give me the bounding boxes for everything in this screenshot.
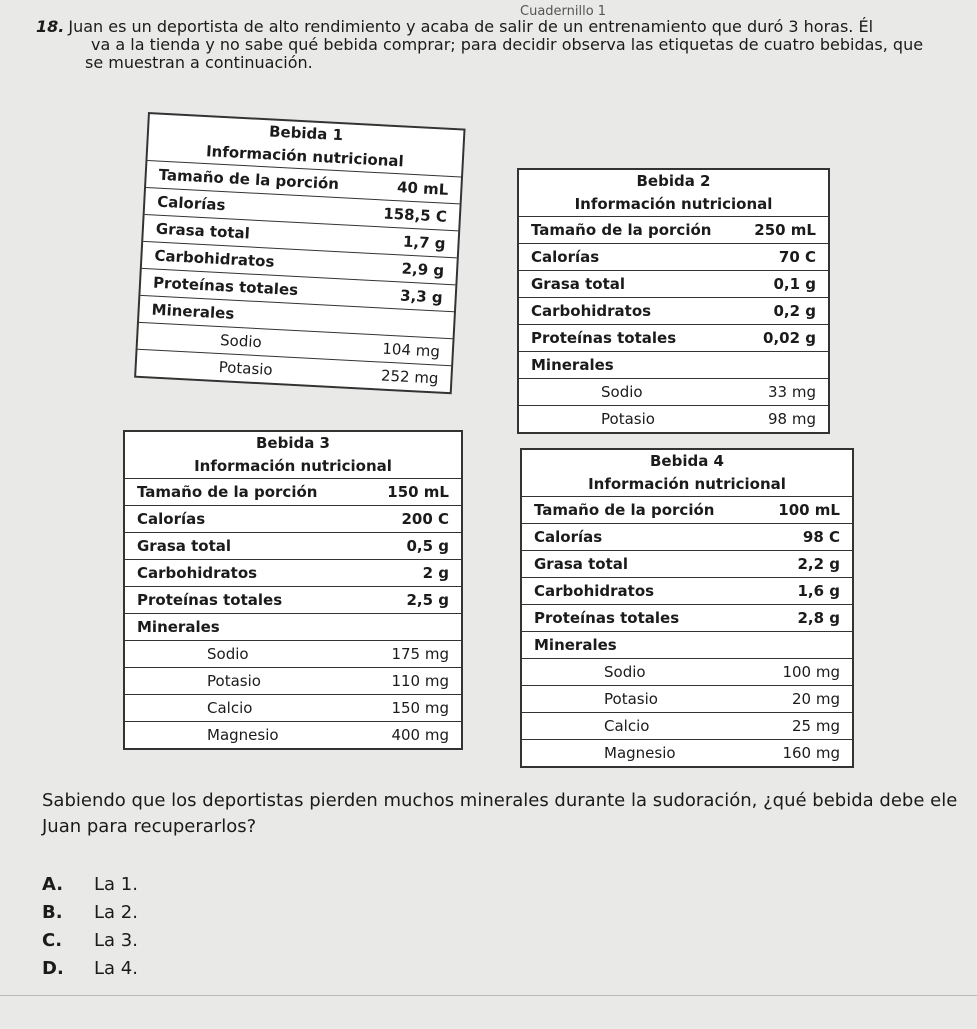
nutrient-value: 2,8 g	[797, 609, 840, 627]
label-subtitle: Información nutricional	[125, 454, 461, 479]
nutrient-row	[125, 479, 461, 506]
nutrient-name: Tamaño de la porción	[137, 483, 318, 501]
option-letter: D.	[42, 957, 64, 979]
nutrient-row	[519, 325, 828, 352]
nutrient-name: Grasa total	[155, 219, 251, 243]
nutrient-name: Calorías	[534, 528, 603, 546]
nutrient-name: Potasio	[604, 690, 658, 708]
question-line-1: Sabiendo que los deportistas pierden muchos minerales durante la sudoración, ¿qué bebida debe ele	[42, 790, 958, 811]
nutrient-row	[519, 379, 828, 406]
nutrient-value: 3,3 g	[399, 286, 444, 307]
nutrient-name: Magnesio	[604, 744, 676, 762]
nutrient-value: 0,5 g	[406, 537, 449, 555]
nutrient-name: Grasa total	[137, 537, 232, 555]
nutrient-name: Carbohidratos	[154, 246, 275, 271]
nutrition-label-bebida-4	[520, 448, 854, 768]
intro-line-2: va a la tienda y no sabe qué bebida comprar; para decidir observa las etiquetas de cuatro bebidas, que	[91, 35, 924, 54]
answer-options	[42, 870, 138, 982]
nutrient-value: 100 mL	[778, 501, 840, 519]
nutrient-value: 98 C	[802, 528, 840, 546]
nutrient-row	[125, 533, 461, 560]
nutrient-name: Proteínas totales	[534, 609, 680, 627]
nutrient-value: 150 mL	[387, 483, 449, 501]
nutrient-name: Minerales	[151, 300, 235, 323]
nutrient-row	[519, 271, 828, 298]
nutrient-name: Proteínas totales	[531, 329, 677, 347]
nutrient-name: Potasio	[601, 410, 655, 428]
nutrient-value: 1,6 g	[797, 582, 840, 600]
nutrient-row	[522, 578, 852, 605]
nutrient-name: Calorías	[137, 510, 206, 528]
nutrient-row	[522, 605, 852, 632]
nutrient-value: 252 mg	[380, 366, 439, 388]
option-text: La 4.	[94, 957, 138, 979]
label-title: Bebida 2	[636, 172, 711, 190]
nutrient-name: Grasa total	[534, 555, 629, 573]
nutrient-value: 175 mg	[391, 645, 449, 663]
nutrient-value: 2,2 g	[797, 555, 840, 573]
nutrient-value: 70 C	[778, 248, 816, 266]
option-d[interactable]	[42, 954, 138, 982]
nutrient-value: 98 mg	[768, 410, 816, 428]
nutrient-name: Minerales	[534, 636, 617, 654]
nutrient-row	[519, 352, 828, 379]
nutrient-value: 104 mg	[381, 339, 441, 361]
question-intro	[36, 18, 956, 72]
nutrient-name: Sodio	[207, 645, 249, 663]
question-number: 18.	[36, 17, 65, 36]
nutrient-row	[519, 406, 828, 432]
nutrient-row	[125, 587, 461, 614]
nutrient-value: 200 C	[401, 510, 449, 528]
intro-line-1: Juan es un deportista de alto rendimiento y acaba de salir de un entrenamiento que duró 3 horas. Él	[68, 17, 874, 36]
nutrient-name: Proteínas totales	[152, 273, 299, 300]
nutrient-name: Proteínas totales	[137, 591, 283, 609]
nutrient-name: Carbohidratos	[531, 302, 652, 320]
nutrient-name: Tamaño de la porción	[158, 165, 340, 194]
nutrient-row	[522, 632, 852, 659]
nutrient-row	[522, 713, 852, 740]
nutrient-name: Sodio	[601, 383, 643, 401]
label-subtitle: Información nutricional	[519, 192, 828, 217]
nutrient-value: 40 mL	[396, 178, 449, 199]
nutrient-value: 158,5 C	[382, 204, 448, 226]
nutrient-row	[519, 244, 828, 271]
question-text	[42, 788, 972, 840]
nutrient-name: Calcio	[604, 717, 650, 735]
booklet-header: Cuadernillo 1	[520, 4, 607, 19]
nutrient-row	[125, 722, 461, 748]
nutrient-value: 1,7 g	[402, 232, 446, 253]
nutrient-row	[125, 614, 461, 641]
intro-line-3: se muestran a continuación.	[85, 53, 313, 72]
option-text: La 2.	[94, 901, 138, 923]
nutrient-name: Tamaño de la porción	[531, 221, 712, 239]
nutrient-value: 400 mg	[391, 726, 449, 744]
option-letter: B.	[42, 901, 63, 923]
nutrient-row	[522, 551, 852, 578]
option-c[interactable]	[42, 926, 138, 954]
label-title: Bebida 3	[255, 434, 330, 452]
nutrient-value: 110 mg	[391, 672, 449, 690]
nutrient-value: 2 g	[422, 564, 449, 582]
nutrient-name: Potasio	[207, 672, 261, 690]
nutrient-row	[522, 497, 852, 524]
nutrient-name: Calorías	[156, 192, 226, 215]
option-b[interactable]	[42, 898, 138, 926]
nutrient-value: 150 mg	[391, 699, 449, 717]
option-text: La 1.	[94, 873, 138, 895]
nutrient-row	[519, 298, 828, 325]
nutrient-value: 2,9 g	[401, 259, 445, 280]
nutrient-row	[125, 668, 461, 695]
nutrient-name: Sodio	[604, 663, 646, 681]
nutrition-label-bebida-2	[517, 168, 830, 434]
nutrient-row	[522, 740, 852, 766]
nutrient-value: 25 mg	[792, 717, 840, 735]
nutrition-label-bebida-1	[134, 112, 465, 394]
nutrient-row	[522, 524, 852, 551]
nutrient-name: Minerales	[137, 618, 220, 636]
nutrient-row	[522, 659, 852, 686]
nutrient-name: Minerales	[531, 356, 614, 374]
nutrient-name: Sodio	[219, 331, 263, 352]
nutrient-name: Grasa total	[531, 275, 626, 293]
nutrient-value: 250 mL	[754, 221, 816, 239]
label-subtitle: Información nutricional	[522, 472, 852, 497]
nutrient-value: 33 mg	[768, 383, 816, 401]
nutrient-row	[522, 686, 852, 713]
option-letter: C.	[42, 929, 63, 951]
option-letter: A.	[42, 873, 64, 895]
label-title: Bebida 4	[649, 452, 724, 470]
nutrient-value: 0,1 g	[773, 275, 816, 293]
nutrient-name: Potasio	[218, 358, 274, 379]
nutrient-name: Calcio	[207, 699, 253, 717]
nutrient-value: 0,02 g	[763, 329, 816, 347]
label-title: Bebida 1	[268, 122, 344, 145]
nutrient-value: 2,5 g	[406, 591, 449, 609]
nutrient-row	[125, 506, 461, 533]
nutrient-name: Magnesio	[207, 726, 279, 744]
nutrient-value: 0,2 g	[773, 302, 816, 320]
nutrient-name: Carbohidratos	[534, 582, 655, 600]
nutrient-value: 100 mg	[782, 663, 840, 681]
option-text: La 3.	[94, 929, 138, 951]
nutrient-name: Tamaño de la porción	[534, 501, 715, 519]
nutrient-row	[125, 695, 461, 722]
nutrient-name: Calorías	[531, 248, 600, 266]
nutrition-label-bebida-3	[123, 430, 463, 750]
nutrient-value: 160 mg	[782, 744, 840, 762]
question-line-2: Juan para recuperarlos?	[42, 816, 257, 837]
nutrient-row	[519, 217, 828, 244]
nutrient-row	[125, 560, 461, 587]
nutrient-name: Carbohidratos	[137, 564, 258, 582]
divider	[0, 995, 977, 996]
nutrient-value: 20 mg	[792, 690, 840, 708]
nutrient-row	[125, 641, 461, 668]
label-subtitle: Información nutricional	[147, 136, 462, 177]
option-a[interactable]	[42, 870, 138, 898]
